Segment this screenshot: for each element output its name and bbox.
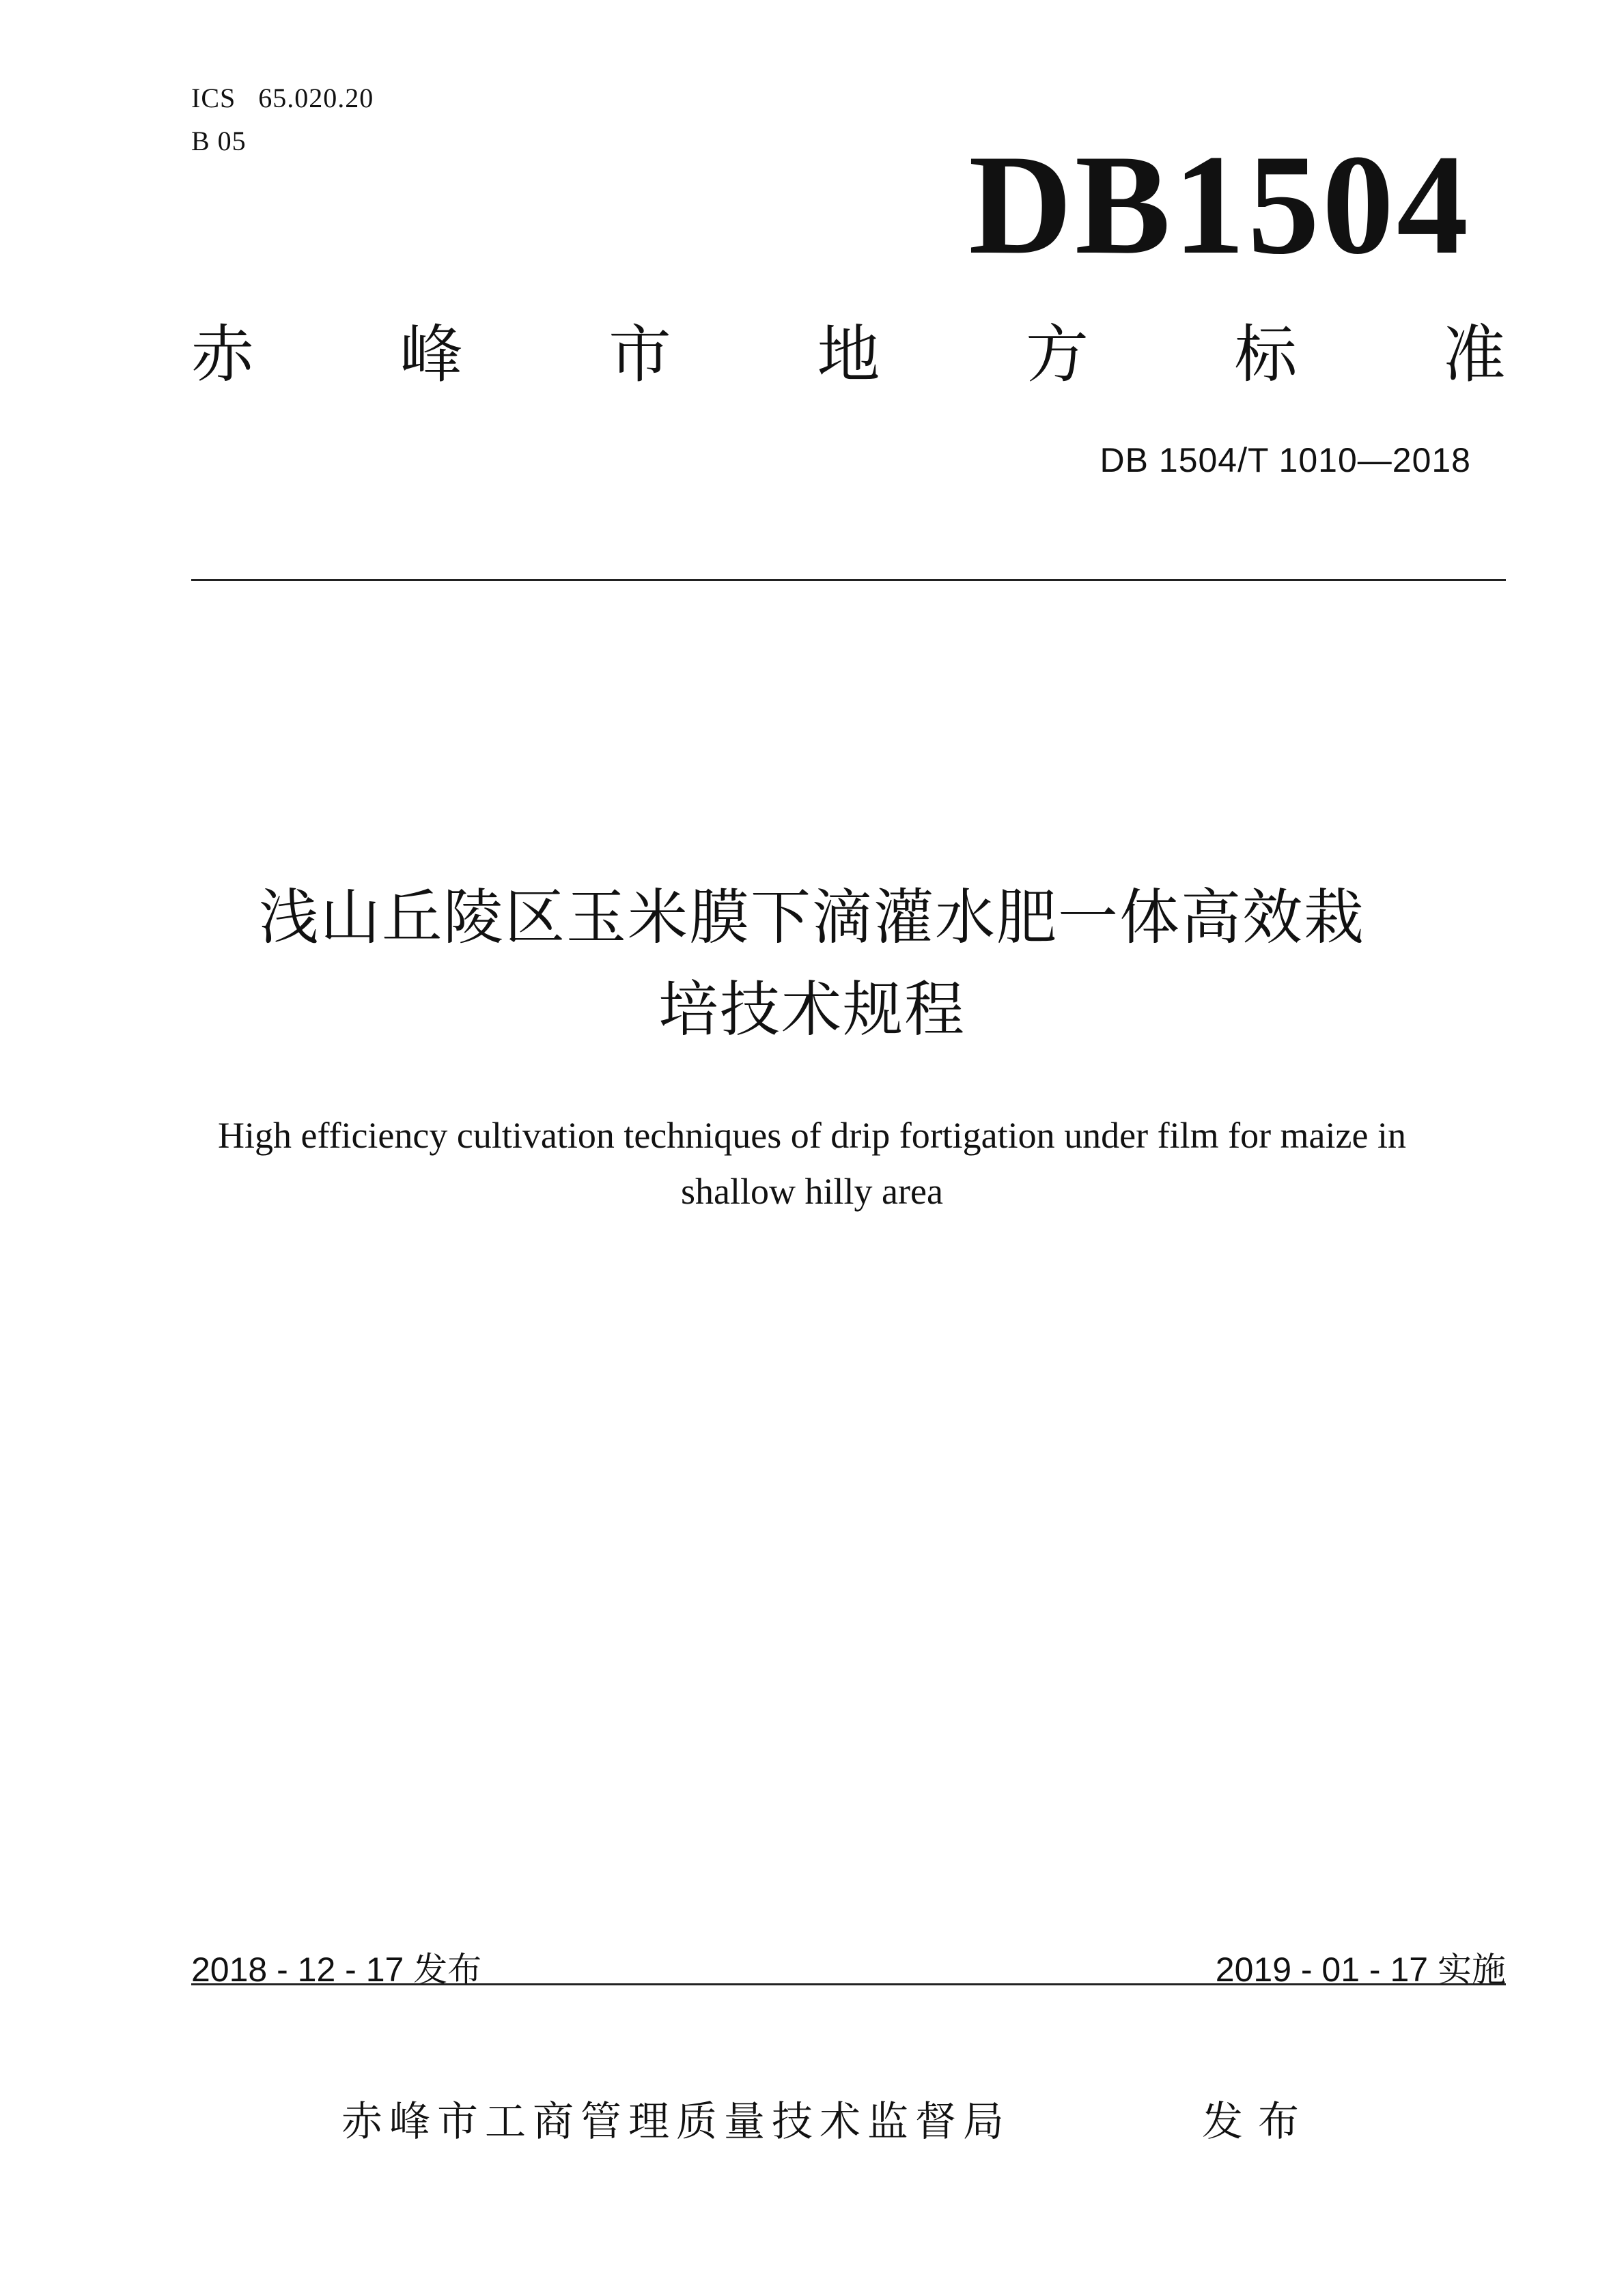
chinese-title-line-2: 培技术规程 bbox=[658, 974, 966, 1045]
issue-date: 2018 - 12 - 17 发布 bbox=[191, 1951, 482, 1989]
standard-type-char: 市 bbox=[608, 318, 671, 391]
publisher-name: 赤峰市工商管理质量技术监督局 bbox=[341, 2098, 1011, 2146]
chinese-title-line-1: 浅山丘陵区玉米膜下滴灌水肥一体高效栽 bbox=[258, 882, 1365, 952]
standard-type-heading bbox=[191, 317, 1506, 393]
english-title-line-1: High efficiency cultivation techniques of drip fortigation under film for maize in bbox=[218, 1115, 1406, 1156]
standard-type-char: 赤 bbox=[191, 318, 255, 391]
standard-type-char: 准 bbox=[1442, 318, 1506, 391]
english-title-line-2: shallow hilly area bbox=[681, 1171, 943, 1212]
footer-divider bbox=[191, 1983, 1506, 1985]
standard-type-char: 标 bbox=[1234, 318, 1298, 391]
standard-type-char: 峰 bbox=[400, 318, 463, 391]
standard-type-char: 方 bbox=[1025, 318, 1089, 391]
publish-label: 发布 bbox=[1202, 2098, 1314, 2146]
standard-type-char: 地 bbox=[817, 318, 880, 391]
ccs-code: B 05 bbox=[191, 126, 247, 156]
db-code-heading: DB1504 bbox=[968, 126, 1471, 284]
implementation-date: 2019 - 01 - 17 实施 bbox=[1215, 1951, 1506, 1989]
ics-code: ICS 65.020.20 bbox=[191, 83, 374, 113]
header-divider bbox=[191, 579, 1506, 581]
standard-number: DB 1504/T 1010—2018 bbox=[1100, 441, 1471, 479]
